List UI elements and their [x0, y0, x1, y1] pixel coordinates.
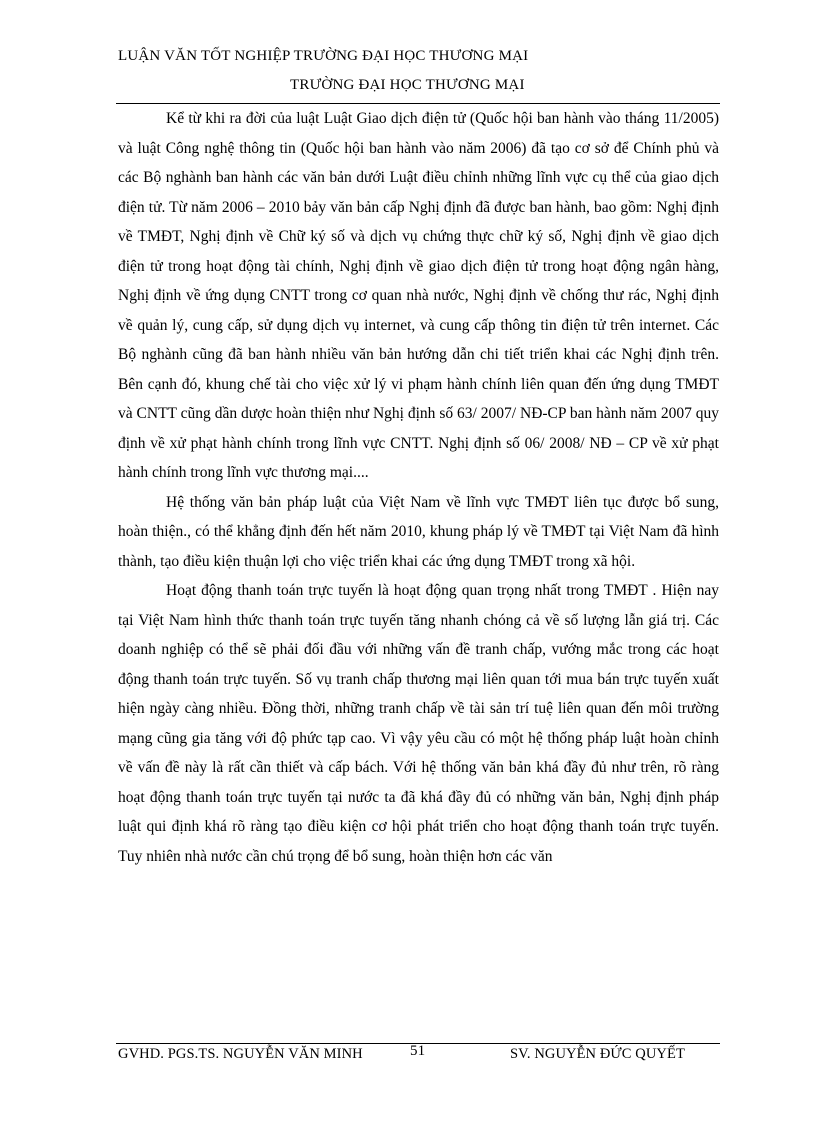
header-title-line2: TRƯỜNG ĐẠI HỌC THƯƠNG MẠI [290, 77, 525, 93]
footer-student: SV. NGUYỄN ĐỨC QUYẾT [510, 1046, 685, 1062]
footer-advisor: GVHD. PGS.TS. NGUYỄN VĂN MINH [118, 1046, 363, 1062]
paragraph-1: Kể từ khi ra đời của luật Luật Giao dịch điện tử (Quốc hội ban hành vào tháng 11/2005) và luật Công nghệ thông tin (Quốc hội ban hành vào năm 2006) đã tạo cơ sở để Chính phủ và các Bộ nghành ban hành các văn bản dưới Luật điều chỉnh những lĩnh vực cụ thể của giao dịch điện tử. Từ năm 2006 – 2010 bảy văn bản cấp Nghị định đã được ban hành, bao gồm: Nghị định về TMĐT, Nghị định về Chữ ký số và dịch vụ chứng thực chữ ký số, Nghị định về giao dịch điện tử trong hoạt động tài chính, Nghị định về giao dịch điện tử trong hoạt động ngân hàng, Nghị định về ứng dụng CNTT trong cơ quan nhà nước, Nghị định về chống thư rác, Nghị định về quản lý, cung cấp, sử dụng dịch vụ internet, và cung cấp thông tin điện tử trên internet. Các Bộ nghành cũng đã ban hành nhiều văn bản hướng dẫn chi tiết triển khai các Nghị định trên. Bên cạnh đó, khung chế tài cho việc xử lý vi phạm hành chính liên quan đến ứng dụng TMĐT và CNTT cũng dần dược hoàn thiện như Nghị định số 63/ 2007/ NĐ-CP ban hành năm 2007 quy định về xử phạt hành chính trong lĩnh vực CNTT. Nghị định số 06/ 2008/ NĐ – CP về xử phạt hành chính trong lĩnh vực thương mại.... [118, 110, 719, 481]
body-text [118, 104, 719, 871]
paragraph-3: Hoạt động thanh toán trực tuyến là hoạt động quan trọng nhất trong TMĐT . Hiện nay tại Việt Nam hình thức thanh toán trực tuyến tăng nhanh chóng cả về số lượng lẫn giá trị. Các doanh nghiệp có thể sẽ phải đối đầu với những vấn đề tranh chấp, vướng mắc trong các hoạt động thanh toán trực tuyến. Số vụ tranh chấp thương mại liên quan tới mua bán trực tuyến xuất hiện ngày càng nhiều. Đồng thời, những tranh chấp về tài sản trí tuệ liên quan đến môi trường mạng cũng gia tăng với độ phức tạp cao. Vì vậy yêu cầu có một hệ thống pháp luật hoàn chỉnh về vấn đề này là rất cần thiết và cấp bách. Với hệ thống văn bản khá đầy đủ như trên, rõ ràng hoạt động thanh toán trực tuyến tại nước ta đã khá đầy đủ có những văn bản, Nghị định pháp luật qui định khá rõ ràng tạo điều kiện cơ hội phát triển cho hoạt động thanh toán trực tuyến. Tuy nhiên nhà nước cần chú trọng để bổ sung, hoàn thiện hơn các văn [118, 582, 719, 865]
header-title-line1: LUẬN VĂN TỐT NGHIỆP TRƯỜNG ĐẠI HỌC THƯƠNG MẠI [118, 48, 529, 64]
page-number: 51 [410, 1043, 426, 1059]
paragraph-2: Hệ thống văn bản pháp luật của Việt Nam về lĩnh vực TMĐT liên tục được bổ sung, hoàn thiện., có thể khẳng định đến hết năm 2010, khung pháp lý về TMĐT tại Việt Nam đã hình thành, tạo điều kiện thuận lợi cho việc triển khai các ứng dụng TMĐT trong xã hội. [118, 493, 719, 570]
